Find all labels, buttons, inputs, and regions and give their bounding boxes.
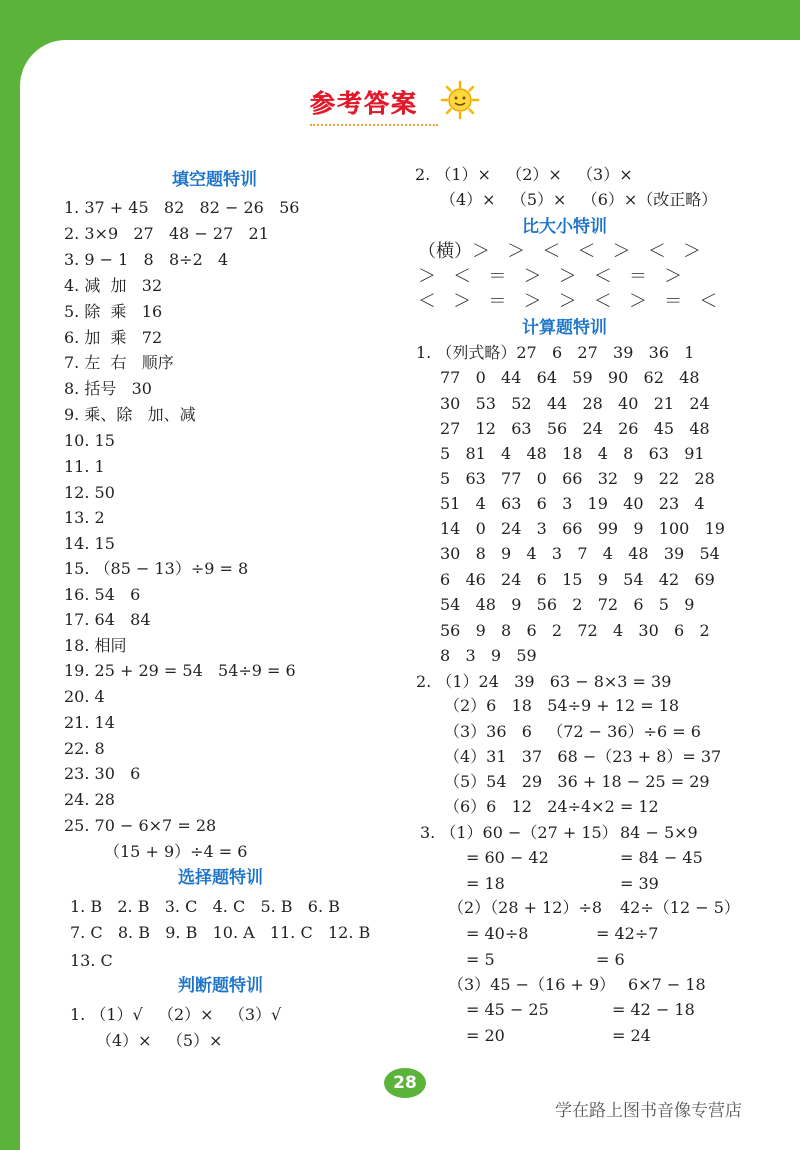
calc-answer-line: 1. （列式略）27 6 27 39 36 1 xyxy=(416,343,695,362)
section-heading-compare: 比大小特训 xyxy=(522,217,607,237)
calc-step-left: = 20 xyxy=(466,1026,505,1045)
fill-answer-line: 19. 25 + 29 = 54 54÷9 = 6 xyxy=(64,661,296,680)
calc-answer-line: 14 0 24 3 66 99 9 100 19 xyxy=(440,519,725,538)
page-number-badge: 28 xyxy=(384,1068,426,1098)
calc-answer-line: （4）31 37 68 −（23 + 8）= 37 xyxy=(444,747,722,766)
fill-answer-line: 10. 15 xyxy=(64,431,115,450)
fill-answer-line: 23. 30 6 xyxy=(64,764,141,783)
sun-icon xyxy=(440,80,480,120)
calc-step-left: = 18 xyxy=(466,874,505,893)
calc-step-left: = 5 xyxy=(466,950,495,969)
calc-answer-line: 5 63 77 0 66 32 9 22 28 xyxy=(440,469,715,488)
choice-answer-line: 1. B 2. B 3. C 4. C 5. B 6. B xyxy=(70,897,340,916)
calc-answer-line: 27 12 63 56 24 26 45 48 xyxy=(440,419,710,438)
fill-answer-line: 5. 除 乘 16 xyxy=(64,302,163,321)
choice-answer-line: 7. C 8. B 9. B 10. A 11. C 12. B xyxy=(70,923,371,942)
compare-answer-line: （横）＞ ＞ ＜ ＜ ＞ ＜ ＞ xyxy=(418,241,701,262)
calc-step-left: 3. （1）60 −（27 + 15） xyxy=(420,823,618,842)
calc-step-right: = 84 − 45 xyxy=(620,848,703,867)
title-block xyxy=(310,84,418,120)
calc-answer-line: 51 4 63 6 3 19 40 23 4 xyxy=(440,494,705,513)
calc-step-right: = 42÷7 xyxy=(596,924,659,943)
section-heading-calc: 计算题特训 xyxy=(522,318,607,338)
calc-answer-line: （3）36 6 （72 − 36）÷6 = 6 xyxy=(444,722,701,741)
compare-answer-line: ＞ ＜ ＝ ＞ ＞ ＜ ＝ ＞ xyxy=(418,266,683,287)
fill-answer-line: 17. 64 84 xyxy=(64,610,151,629)
calc-answer-line: 56 9 8 6 2 72 4 30 6 2 xyxy=(440,621,710,640)
fill-answer-line: 6. 加 乘 72 xyxy=(64,328,163,347)
page-title: 参考答案 xyxy=(310,89,419,118)
fill-answer-line: （15 + 9）÷4 = 6 xyxy=(104,842,248,861)
judge-answer-line: 1. （1）√ （2）× （3）√ xyxy=(70,1005,282,1024)
fill-answer-line: 15. （85 − 13）÷9 = 8 xyxy=(64,559,249,578)
calc-step-right: 42÷（12 − 5） xyxy=(620,898,740,917)
fill-answer-line: 12. 50 xyxy=(64,483,115,502)
fill-answer-line: 9. 乘、除 加、减 xyxy=(64,405,196,424)
calc-step-right: = 6 xyxy=(596,950,625,969)
fill-answer-line: 1. 37 + 45 82 82 − 26 56 xyxy=(64,198,300,217)
calc-step-left: （3）45 −（16 + 9） xyxy=(448,975,616,994)
choice-answer-line: 13. C xyxy=(70,951,113,970)
fill-answer-line: 18. 相同 xyxy=(64,636,127,655)
judge-answer-line: （4）× （5）× xyxy=(96,1031,223,1050)
calc-answer-line: 2. （1）24 39 63 − 8×3 = 39 xyxy=(416,672,672,691)
fill-answer-line: 11. 1 xyxy=(64,457,105,476)
fill-answer-line: 13. 2 xyxy=(64,508,105,527)
fill-answer-line: 22. 8 xyxy=(64,739,105,758)
calc-answer-line: 6 46 24 6 15 9 54 42 69 xyxy=(440,570,715,589)
calc-step-right: = 24 xyxy=(612,1026,651,1045)
fill-answer-line: 7. 左 右 顺序 xyxy=(64,353,174,372)
calc-step-right: = 42 − 18 xyxy=(612,1000,695,1019)
fill-answer-line: 16. 54 6 xyxy=(64,585,141,604)
fill-answer-line: 4. 减 加 32 xyxy=(64,276,163,295)
section-heading-fill: 填空题特训 xyxy=(172,170,257,190)
shop-watermark: 学在路上图书音像专营店 xyxy=(555,1101,742,1121)
fill-answer-line: 21. 14 xyxy=(64,713,115,732)
calc-step-left: = 60 − 42 xyxy=(466,848,549,867)
title-underline xyxy=(310,124,438,126)
fill-answer-line: 20. 4 xyxy=(64,687,105,706)
calc-answer-line: 5 81 4 48 18 4 8 63 91 xyxy=(440,444,705,463)
calc-answer-line: 30 8 9 4 3 7 4 48 39 54 xyxy=(440,544,720,563)
section-heading-choice: 选择题特训 xyxy=(178,868,263,888)
compare-answer-line: ＜ ＞ ＝ ＞ ＞ ＜ ＞ ＝ ＜ xyxy=(418,291,718,312)
calc-answer-line: 54 48 9 56 2 72 6 5 9 xyxy=(440,595,695,614)
section-heading-judge: 判断题特训 xyxy=(178,976,263,996)
judge-answer-line: 2. （1）× （2）× （3）× xyxy=(415,165,633,184)
calc-answer-line: 77 0 44 64 59 90 62 48 xyxy=(440,368,700,387)
judge-answer-line: （4）× （5）× （6）×（改正略） xyxy=(440,190,718,209)
calc-answer-line: （2）6 18 54÷9 + 12 = 18 xyxy=(444,696,680,715)
fill-answer-line: 8. 括号 30 xyxy=(64,379,152,398)
fill-answer-line: 25. 70 − 6×7 = 28 xyxy=(64,816,217,835)
fill-answer-line: 14. 15 xyxy=(64,534,115,553)
calc-answer-line: 30 53 52 44 28 40 21 24 xyxy=(440,394,710,413)
calc-step-right: 6×7 − 18 xyxy=(628,975,706,994)
calc-step-left: （2）（28 + 12）÷8 xyxy=(448,898,603,917)
calc-answer-line: （6）6 12 24÷4×2 = 12 xyxy=(444,797,659,816)
calc-answer-line: （5）54 29 36 + 18 − 25 = 29 xyxy=(444,772,710,791)
calc-step-right: = 39 xyxy=(620,874,659,893)
calc-step-right: 84 − 5×9 xyxy=(620,823,698,842)
fill-answer-line: 3. 9 − 1 8 8÷2 4 xyxy=(64,250,229,269)
fill-answer-line: 2. 3×9 27 48 − 27 21 xyxy=(64,224,269,243)
calc-step-left: = 40÷8 xyxy=(466,924,529,943)
calc-answer-line: 8 3 9 59 xyxy=(440,646,537,665)
fill-answer-line: 24. 28 xyxy=(64,790,115,809)
calc-step-left: = 45 − 25 xyxy=(466,1000,549,1019)
